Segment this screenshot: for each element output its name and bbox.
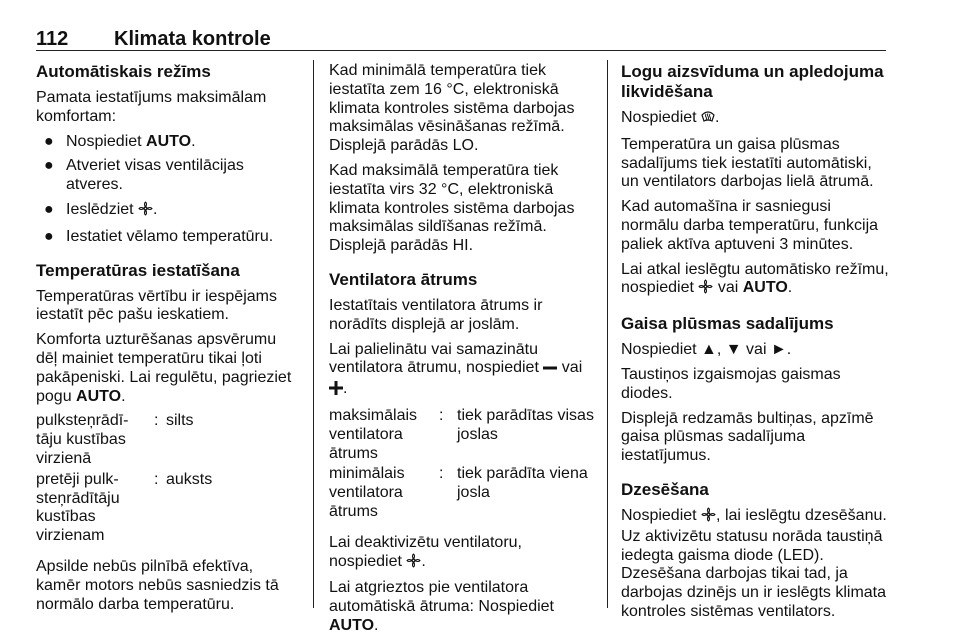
paragraph: Nospiediet . — [621, 109, 891, 130]
paragraph: Komforta uzturēšanas apsvērumu dēļ mainiet temperatūru tikai ļoti pakāpeniski. Lai regulētu, pagrieziet pogu AUTO. — [36, 331, 292, 405]
fan-icon — [406, 553, 421, 574]
list-item: ● Atveriet visas ventilācijas atveres. — [44, 157, 244, 194]
paragraph: Nospiediet ▲, ▼ vai ►. — [621, 341, 792, 359]
paragraph: Lai palielinātu vai samazinātu ventilatora ātrumu, nospiediet vai . — [329, 341, 595, 401]
table-row: pretēji pulk-steņrādītāju kustības virzienam : auksts — [36, 470, 213, 545]
paragraph: Kad minimālā temperatūra tiek iestatīta zem 16 °C, elektroniskā klimata kontroles sistēma darbojas maksimālas vēsināšanas režīmā. Displejā parādās LO. — [329, 62, 575, 155]
air-distribution-heading: Gaisa plūsmas sadalījums — [621, 314, 834, 334]
temperature-heading: Temperatūras iestatīšana — [36, 260, 240, 280]
heating-note: Apsilde nebūs pilnībā efektīva, kamēr motors nebūs sasniedzis tā normālo darba temperatūru. — [36, 557, 279, 613]
paragraph: Lai atgrieztos pie ventilatora automātiskā ātruma: Nospiediet AUTO. — [329, 579, 554, 634]
auto-mode-heading: Automātiskais režīms — [36, 62, 211, 81]
minus-icon — [543, 361, 557, 380]
temperature-direction-table — [36, 412, 212, 548]
column-1 — [36, 62, 298, 620]
auto-mode-steps — [36, 133, 298, 247]
fan-icon — [701, 507, 716, 528]
page-header — [36, 22, 886, 50]
paragraph: Nospiediet , lai ieslēgtu dzesēšanu. Uz aktivizētu statusu norāda taustiņā iedegta gaisma diode (LED). Dzesēšana darbojas tikai tad, ja darbojas dzinējs un ir ieslēgts klimata kontroles sistēmas ventilators. — [621, 506, 887, 620]
column-divider-2 — [607, 60, 608, 608]
paragraph: Displejā redzamās bultiņas, apzīmē gaisa plūsmas sadalījuma iestatījumus. — [621, 409, 874, 465]
column-3 — [621, 62, 891, 628]
column-2 — [329, 62, 595, 642]
defog-heading: Logu aizsvīduma un apledojuma likvidēšana — [621, 62, 884, 101]
paragraph: Iestatītais ventilatora ātrums ir norādīts displejā ar joslām. — [329, 296, 543, 333]
windscreen-defrost-icon — [701, 109, 715, 130]
header-divider — [36, 50, 886, 51]
paragraph: Taustiņos izgaismojas gaismas diodes. — [621, 365, 841, 402]
table-row: maksimālais ventilatora ātrums : tiek parādītas visas joslas — [329, 406, 594, 462]
plus-icon — [329, 381, 343, 401]
paragraph: Kad maksimālā temperatūra tiek iestatīta virs 32 °C, elektroniskā klimata kontroles sistēma darbojas maksimālas sildīšanas režīmā. Displejā parādās HI. — [329, 161, 575, 255]
paragraph: Kad automašīna ir sasniegusi normālu darba temperatūru, funkcija paliek aktīva aptuveni 3 minūtes. — [621, 198, 879, 253]
table-row: pulksteņrādī-tāju kustības virzienā : silts — [36, 412, 194, 467]
list-item: ● Ieslēdziet . — [36, 201, 298, 222]
table-row: minimālais ventilatora ātrums : tiek parādīta viena josla — [329, 465, 588, 520]
paragraph: Temperatūras vērtību ir iespējams iestatīt pēc pašu ieskatiem. — [36, 287, 277, 324]
fan-speed-heading: Ventilatora ātrums — [329, 269, 478, 289]
page-number: 112 — [36, 28, 69, 50]
auto-mode-intro: Pamata iestatījums maksimālam komfortam: — [36, 89, 267, 125]
list-item: ● Iestatiet vēlamo temperatūru. — [44, 227, 274, 245]
chapter-title: Klimata kontrole — [114, 28, 271, 50]
cooling-heading: Dzesēšana — [621, 479, 709, 499]
paragraph: Lai deaktivizētu ventilatoru, nospiediet . — [329, 534, 595, 574]
fan-speed-table — [329, 407, 595, 524]
column-divider-1 — [313, 60, 314, 608]
paragraph: Lai atkal ieslēgtu automātisko režīmu, nospiediet vai AUTO. — [621, 261, 891, 301]
fan-icon — [698, 279, 713, 300]
paragraph: Temperatūra un gaisa plūsmas sadalījums tiek iestatīti automātiski, un ventilators darbojas lielā ātrumā. — [621, 135, 874, 191]
fan-icon — [138, 201, 153, 222]
list-item: ● Nospiediet AUTO. — [44, 132, 196, 150]
